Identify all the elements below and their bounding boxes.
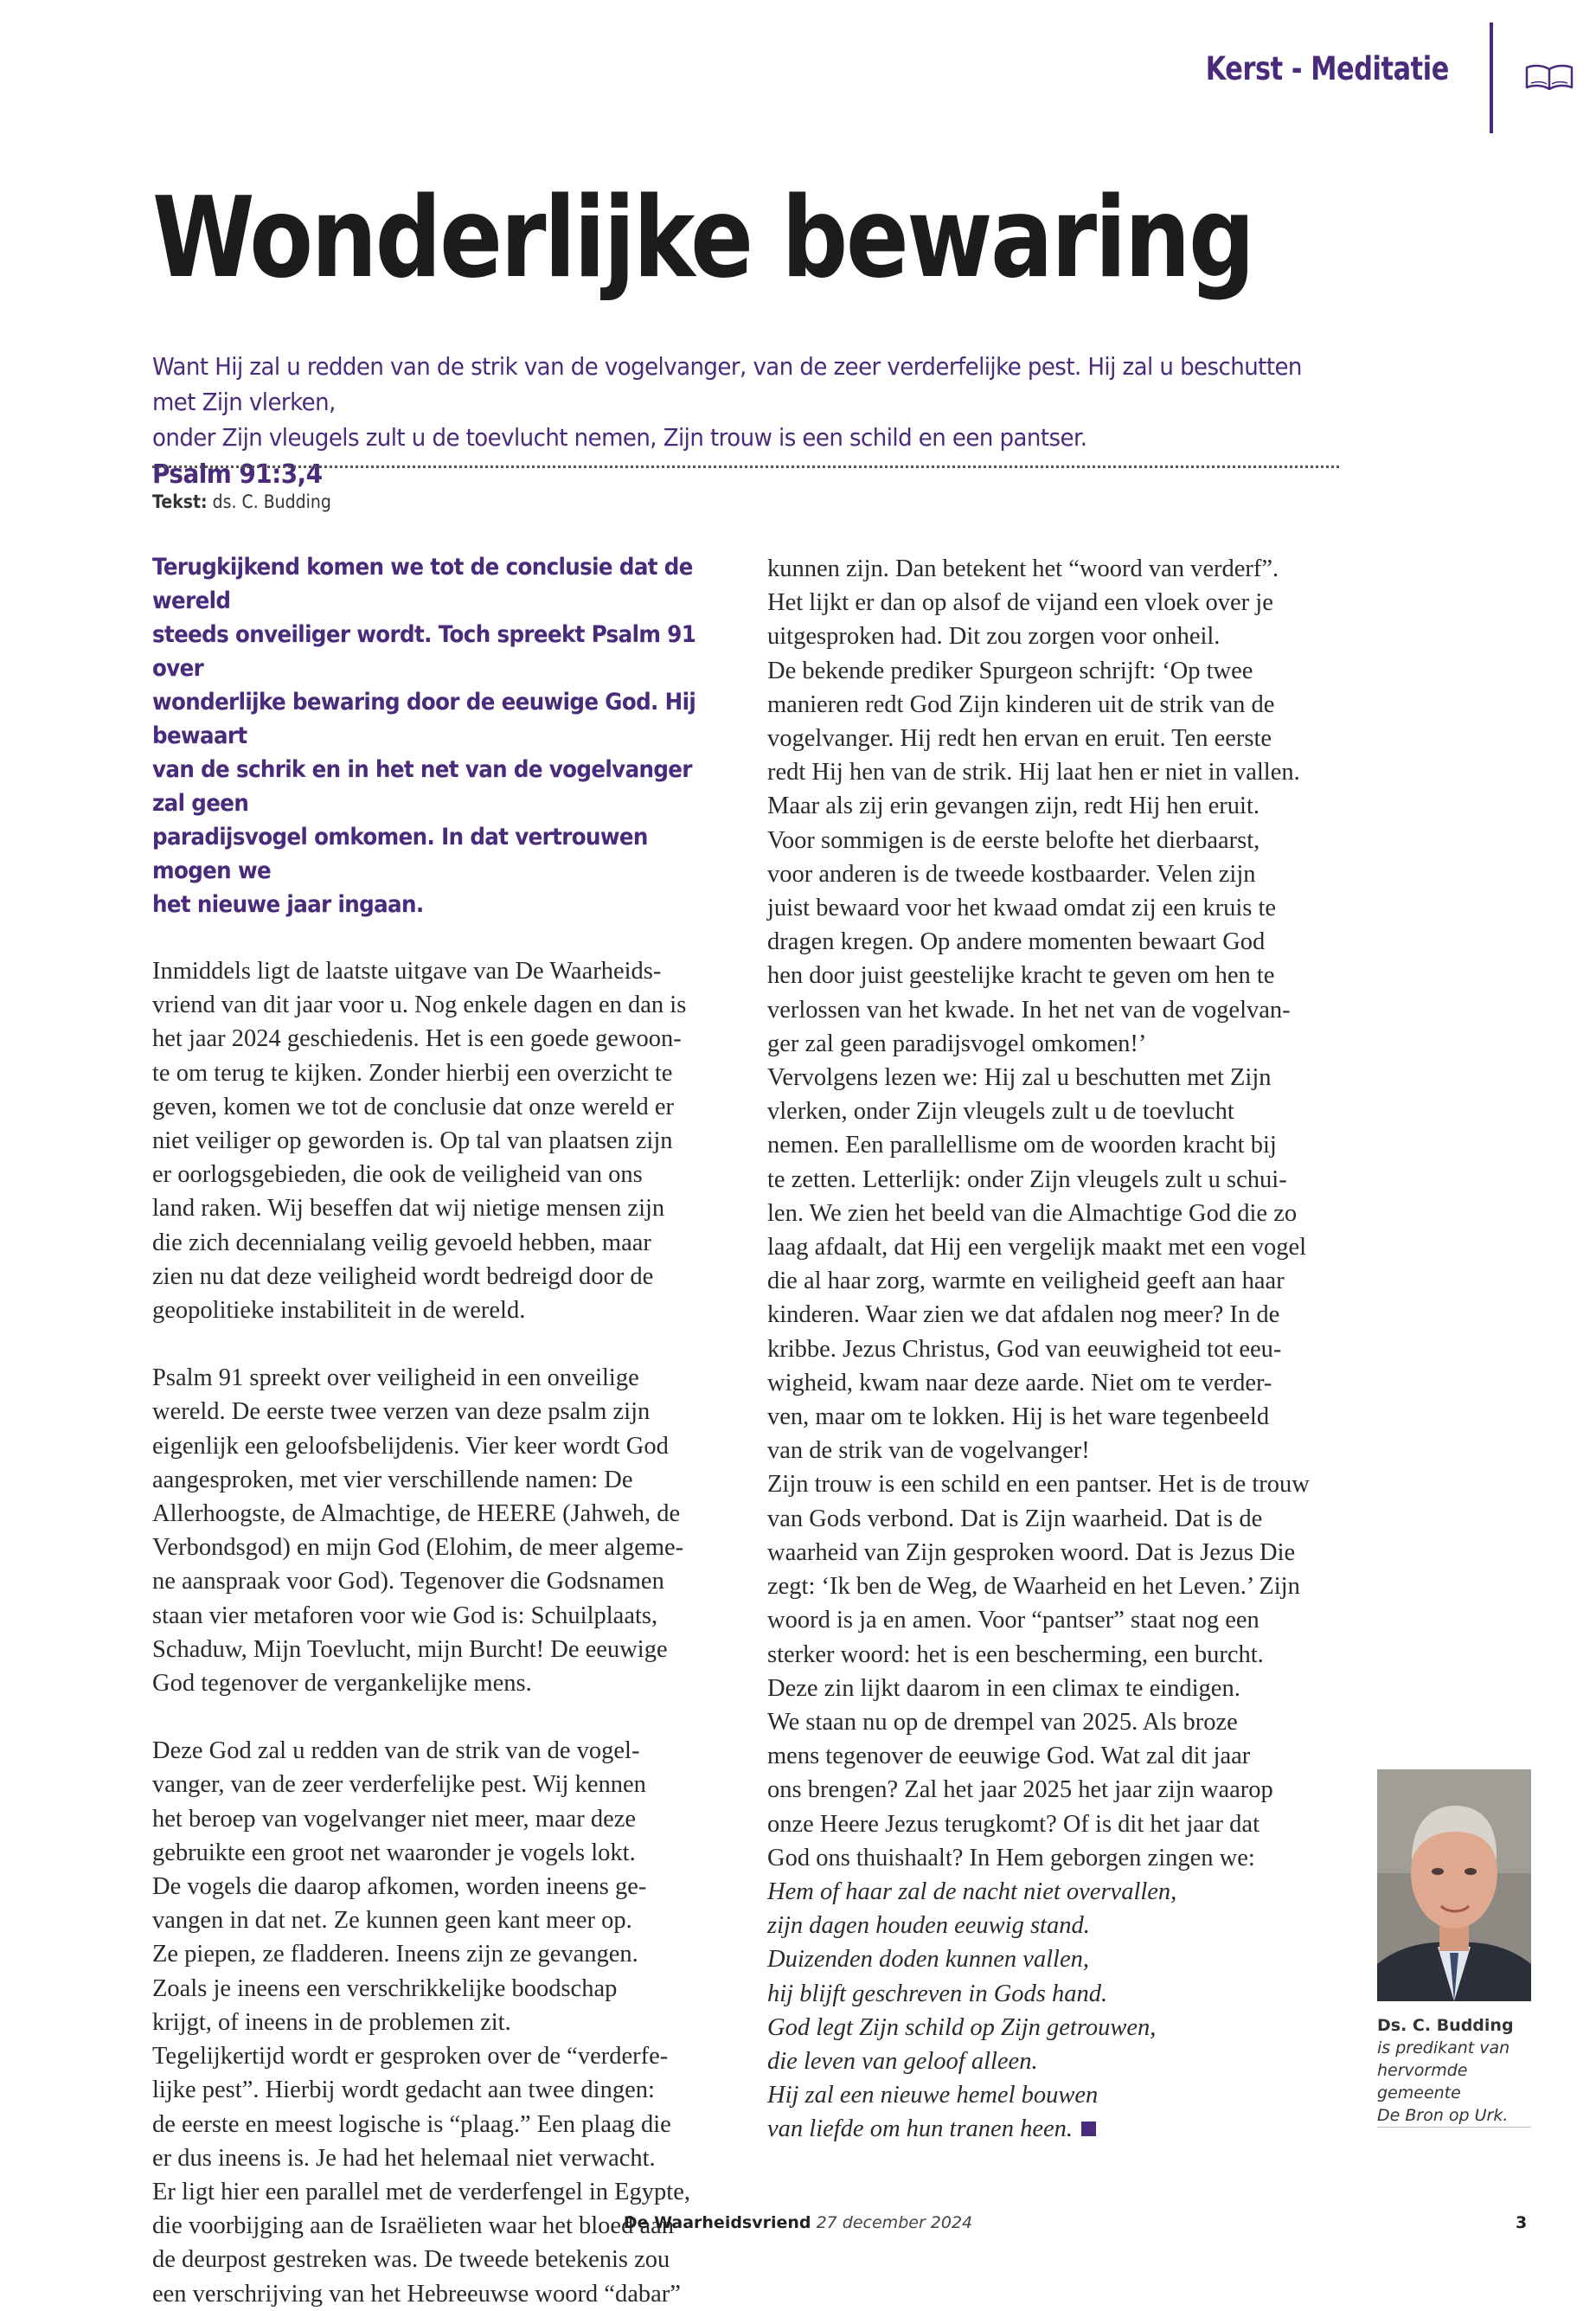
- byline-author: ds. C. Budding: [212, 491, 331, 512]
- body-line: We staan nu op de drempel van 2025. Als broze: [767, 1708, 1238, 1736]
- author-role-line: is predikant van: [1377, 2038, 1510, 2057]
- body-line: vanger, van de zeer verderfelijke pest. Wij kennen: [152, 1771, 646, 1799]
- intro-quote: [152, 349, 1311, 492]
- body-line: het jaar 2024 geschiedenis. Het is een goede gewoon-: [152, 1025, 682, 1053]
- body-line: nemen. Een parallellisme om de woorden kracht bij: [767, 1132, 1277, 1159]
- body-line: wereld. De eerste twee verzen van deze psalm zijn: [152, 1398, 651, 1426]
- lead-line: steeds onveiliger wordt. Toch spreekt Psalm 91 over: [152, 621, 696, 682]
- body-line: Inmiddels ligt de laatste uitgave van De Waarheids-: [152, 958, 662, 985]
- body-line: verlossen van het kwade. In het net van de vogelvan-: [767, 996, 1291, 1024]
- author-role-line: De Bron op Urk.: [1377, 2106, 1509, 2125]
- poem-line: hij blijft geschreven in Gods hand.: [767, 1980, 1108, 2007]
- body-line: gebruikte een groot net waaronder je vogels lokt.: [152, 1839, 636, 1866]
- body-line: Vervolgens lezen we: Hij zal u beschutten met Zijn: [767, 1064, 1272, 1092]
- left-column: [152, 550, 706, 2311]
- poem-line: Duizenden doden kunnen vallen,: [767, 1946, 1089, 1974]
- body-line: mens tegenover de eeuwige God. Wat zal dit jaar: [767, 1743, 1251, 1770]
- body-line: waarheid van Zijn gesproken woord. Dat is Jezus Die: [767, 1538, 1296, 1566]
- body-line: een verschrijving van het Hebreeuwse woord “dabar”: [152, 2280, 681, 2308]
- body-line: aangesproken, met vier verschillende namen: De: [152, 1466, 633, 1493]
- body-paragraph: [767, 552, 1356, 1875]
- body-line: Schaduw, Mijn Toevlucht, mijn Burcht! De eeuwige: [152, 1635, 668, 1663]
- body-line: geven, komen we tot de conclusie dat onze wereld er: [152, 1093, 675, 1120]
- right-column: [767, 552, 1356, 2147]
- body-line: Er ligt hier een parallel met de verderfengel in Egypte,: [152, 2178, 690, 2205]
- body-line: Deze zin lijkt daarom in een climax te eindigen.: [767, 1674, 1240, 1702]
- body-line: vriend van dit jaar voor u. Nog enkele dagen en dan is: [152, 992, 687, 1019]
- body-line: sterker woord: het is een bescherming, een burcht.: [767, 1640, 1264, 1668]
- body-line: lijke pest”. Hierbij wordt gedacht aan twee dingen:: [152, 2077, 655, 2104]
- body-line: Zoals je ineens een verschrikkelijke boodschap: [152, 1974, 618, 2002]
- body-line: hen door juist geestelijke kracht te geven om hen te: [767, 962, 1275, 990]
- byline: [152, 491, 331, 512]
- body-line: vogelvanger. Hij redt hen ervan en eruit. Ten eerste: [767, 725, 1272, 753]
- body-line: te om terug te kijken. Zonder hierbij een overzicht te: [152, 1059, 673, 1087]
- body-line: kunnen zijn. Dan betekent het “woord van verderf”.: [767, 555, 1279, 582]
- body-line: eigenlijk een geloofsbelijdenis. Vier keer wordt God: [152, 1432, 669, 1460]
- body-line: Het lijkt er dan op alsof de vijand een vloek over je: [767, 589, 1273, 617]
- author-role-line: hervormde gemeente: [1377, 2061, 1468, 2102]
- body-line: niet veiliger op geworden is. Op tal van plaatsen zijn: [152, 1127, 673, 1155]
- body-line: God ons thuishaalt? In Hem geborgen zingen we:: [767, 1844, 1255, 1871]
- intro-reference: Psalm 91:3,4: [152, 459, 323, 490]
- body-line: wigheid, kwam naar deze aarde. Niet om te verder-: [767, 1369, 1272, 1396]
- lead-line: Terugkijkend komen we tot de conclusie dat de wereld: [152, 554, 693, 614]
- author-name: Ds. C. Budding: [1377, 2016, 1514, 2035]
- body-line: land raken. Wij beseffen dat wij nietige mensen zijn: [152, 1195, 665, 1223]
- body-line: De bekende prediker Spurgeon schrijft: ‘Op twee: [767, 657, 1253, 684]
- body-paragraph: [152, 954, 706, 1327]
- end-mark-icon: [1081, 2122, 1096, 2136]
- lead-line: paradijsvogel omkomen. In dat vertrouwen mogen we: [152, 824, 648, 884]
- open-book-icon: [1524, 62, 1574, 92]
- body-line: er dus ineens is. Je had het helemaal niet verwacht.: [152, 2144, 656, 2172]
- author-photo: [1377, 1769, 1531, 2001]
- body-line: van de strik van de vogelvanger!: [767, 1437, 1090, 1465]
- poem-line: God legt Zijn schild op Zijn getrouwen,: [767, 2013, 1157, 2041]
- poem-line: van liefde om hun tranen heen.: [767, 2115, 1073, 2143]
- poem-line: Hij zal een nieuwe hemel bouwen: [767, 2082, 1099, 2109]
- poem: [767, 1875, 1356, 2147]
- body-line: onze Heere Jezus terugkomt? Of is dit het jaar dat: [767, 1810, 1259, 1838]
- byline-label: Tekst:: [152, 491, 208, 512]
- body-line: Voor sommigen is de eerste belofte het dierbaarst,: [767, 826, 1260, 854]
- body-line: er oorlogsgebieden, die ook de veiligheid van ons: [152, 1161, 643, 1189]
- body-line: zegt: ‘Ik ben de Weg, de Waarheid en het Leven.’ Zijn: [767, 1573, 1300, 1601]
- body-line: woord is ja en amen. Voor “pantser” staat nog een: [767, 1607, 1259, 1634]
- publication-name: De Waarheidsvriend: [623, 2213, 811, 2232]
- body-line: ven, maar om te lokken. Hij is het ware tegenbeeld: [767, 1403, 1270, 1431]
- body-line: ons brengen? Zal het jaar 2025 het jaar zijn waarop: [767, 1776, 1273, 1804]
- body-line: uitgesproken had. Dit zou zorgen voor onheil.: [767, 623, 1221, 651]
- body-line: de eerste en meest logische is “plaag.” Een plaag die: [152, 2110, 671, 2138]
- issue-date: 27 december 2024: [816, 2213, 973, 2232]
- body-line: God tegenover de vergankelijke mens.: [152, 1670, 532, 1698]
- intro-line: onder Zijn vleugels zult u de toevlucht nemen, Zijn trouw is een schild en een pantser.: [152, 423, 1087, 452]
- body-line: die al haar zorg, warmte en veiligheid geeft aan haar: [767, 1268, 1285, 1295]
- lead-line: het nieuwe jaar ingaan.: [152, 891, 424, 918]
- body-line: ne aanspraak voor God). Tegenover die Godsnamen: [152, 1568, 664, 1595]
- body-line: die zich decennialang veilig gevoeld hebben, maar: [152, 1229, 651, 1256]
- body-line: kribbe. Jezus Christus, God van eeuwigheid tot eeu-: [767, 1335, 1282, 1363]
- lead-paragraph: [152, 550, 703, 921]
- page-number: 3: [1516, 2213, 1528, 2232]
- body-line: Zijn trouw is een schild en een pantser. Het is de trouw: [767, 1471, 1310, 1499]
- body-line: de deurpost gestreken was. De tweede betekenis zou: [152, 2246, 670, 2274]
- body-line: geopolitieke instabiliteit in de wereld.: [152, 1297, 526, 1325]
- poem-line: Hem of haar zal de nacht niet overvallen,: [767, 1878, 1177, 1905]
- body-line: Allerhoogste, de Almachtige, de HEERE (Jahweh, de: [152, 1500, 681, 1528]
- body-line: Maar als zij erin gevangen zijn, redt Hij hen eruit.: [767, 793, 1259, 820]
- author-caption: [1377, 2014, 1531, 2127]
- lead-line: wonderlijke bewaring door de eeuwige God. Hij bewaart: [152, 689, 696, 749]
- body-line: Psalm 91 spreekt over veiligheid in een onveilige: [152, 1364, 639, 1392]
- body-line: ger zal geen paradijsvogel omkomen!’: [767, 1030, 1147, 1057]
- header-divider: [1490, 22, 1493, 133]
- intro-line: Want Hij zal u redden van de strik van de vogelvanger, van de zeer verderfelijke pest. Hij zal u beschutten met Zijn vlerken,: [152, 352, 1302, 416]
- body-line: vlerken, onder Zijn vleugels zult u de toevlucht: [767, 1098, 1234, 1126]
- body-line: staan vier metaforen voor wie God is: Schuilplaats,: [152, 1602, 658, 1629]
- body-line: redt Hij hen van de strik. Hij laat hen er niet in vallen.: [767, 759, 1300, 786]
- body-line: Deze God zal u redden van de strik van de vogel-: [152, 1737, 640, 1765]
- lead-line: van de schrik en in het net van de vogelvanger zal geen: [152, 756, 692, 817]
- body-line: te zetten. Letterlijk: onder Zijn vleugels zult u schui-: [767, 1165, 1287, 1193]
- body-paragraph: [152, 1361, 706, 1700]
- article-title: Wonderlijke bewaring: [152, 174, 1253, 303]
- body-line: laag afdaalt, dat Hij een vergelijk maakt met een vogel: [767, 1234, 1307, 1261]
- body-line: De vogels die daarop afkomen, worden ineens ge-: [152, 1873, 647, 1901]
- body-line: len. We zien het beeld van die Almachtige God die zo: [767, 1199, 1298, 1227]
- section-label: Kerst - Meditatie: [1205, 50, 1449, 87]
- body-line: die voorbijging aan de Israëlieten waar het bloed aan: [152, 2212, 674, 2240]
- poem-line: die leven van geloof alleen.: [767, 2047, 1038, 2075]
- body-line: Ze piepen, ze fladderen. Ineens zijn ze gevangen.: [152, 1941, 638, 1968]
- caption-divider: [1377, 2127, 1531, 2128]
- body-line: zien nu dat deze veiligheid wordt bedreigd door de: [152, 1262, 654, 1290]
- body-line: juist bewaard voor het kwaad omdat zij een kruis te: [767, 895, 1277, 922]
- body-line: van Gods verbond. Dat is Zijn waarheid. Dat is de: [767, 1505, 1263, 1532]
- body-line: vangen in dat net. Ze kunnen geen kant meer op.: [152, 1907, 632, 1935]
- body-line: krijgt, of ineens in de problemen zit.: [152, 2008, 511, 2036]
- body-line: manieren redt God Zijn kinderen uit de strik van de: [767, 690, 1275, 718]
- dotted-divider: [152, 465, 1339, 468]
- poem-last-line: [767, 2112, 1356, 2146]
- body-line: Tegelijkertijd wordt er gesproken over de “verderfe-: [152, 2043, 669, 2070]
- body-line: kinderen. Waar zien we dat afdalen nog meer? In de: [767, 1301, 1280, 1329]
- body-line: dragen kregen. Op andere momenten bewaart God: [767, 928, 1266, 956]
- page-footer: [0, 2213, 1596, 2232]
- body-line: Verbondsgod) en mijn God (Elohim, de meer algeme-: [152, 1534, 684, 1562]
- body-line: het beroep van vogelvanger niet meer, maar deze: [152, 1805, 637, 1833]
- poem-line: zijn dagen houden eeuwig stand.: [767, 1912, 1090, 1940]
- body-line: voor anderen is de tweede kostbaarder. Velen zijn: [767, 860, 1256, 888]
